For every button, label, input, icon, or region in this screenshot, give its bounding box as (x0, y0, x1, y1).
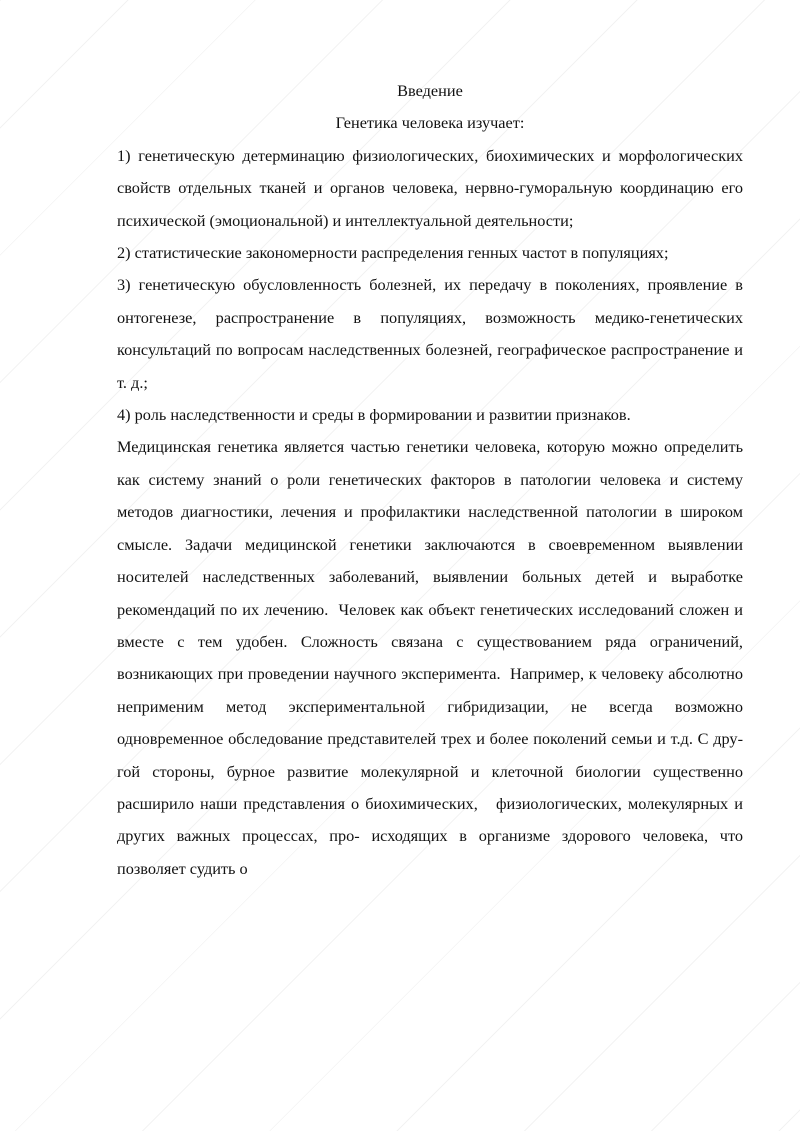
document-subheading: Генетика человека изучает: (335, 113, 525, 133)
list-item: 2) статистические закономерности распределения генных частот в популяциях; (117, 243, 669, 263)
list-item: 3) генетическую обусловленность болезней, их передачу в поколениях, проявление в онтогенезе, распространение в популяциях, возможность медико-генетических консультаций по вопросам наследственных болезней, географическое распространение и т. д.; (117, 275, 743, 392)
document-body (117, 75, 748, 885)
document-heading: Введение (397, 81, 463, 100)
body-paragraph: Медицинская генетика является частью генетики человека, которую можно определить как систему знаний о роли генетических факторов в патологии человека и систему методов диагностики, лечения и профилактики наследственной патологии в широком смысле. Задачи медицинской генетики заключаются в своевременном выявлении носителей наследственных заболеваний, выявлении больных детей и выработке рекомендаций по их лечению. Человек как объект генетических исследований сложен и вместе с тем удобен. Сложность связана с существованием ряда ограничений, возникающих при проведении научного эксперимента. Например, к человеку абсолютно неприменим метод экспериментальной гибридизации, не всегда возможно одновременное обследование представителей трех и более поколений семьи и т.д. С дру- гой стороны, бурное развитие молекулярной и клеточной биологии существенно расширило наши представления о биохимических, физиологических, молекулярных и других важных процессах, про- исходящих в организме здорового человека, что позволяет судить о (117, 437, 748, 878)
list-item: 4) роль наследственности и среды в формировании и развитии признаков. (117, 405, 631, 425)
list-item: 1) генетическую детерминацию физиологических, биохимических и морфологических свойств отдельных тканей и органов человека, нервно-гуморальную координацию его психической (эмоциональной) и интеллектуальной деятельности; (117, 145, 743, 230)
